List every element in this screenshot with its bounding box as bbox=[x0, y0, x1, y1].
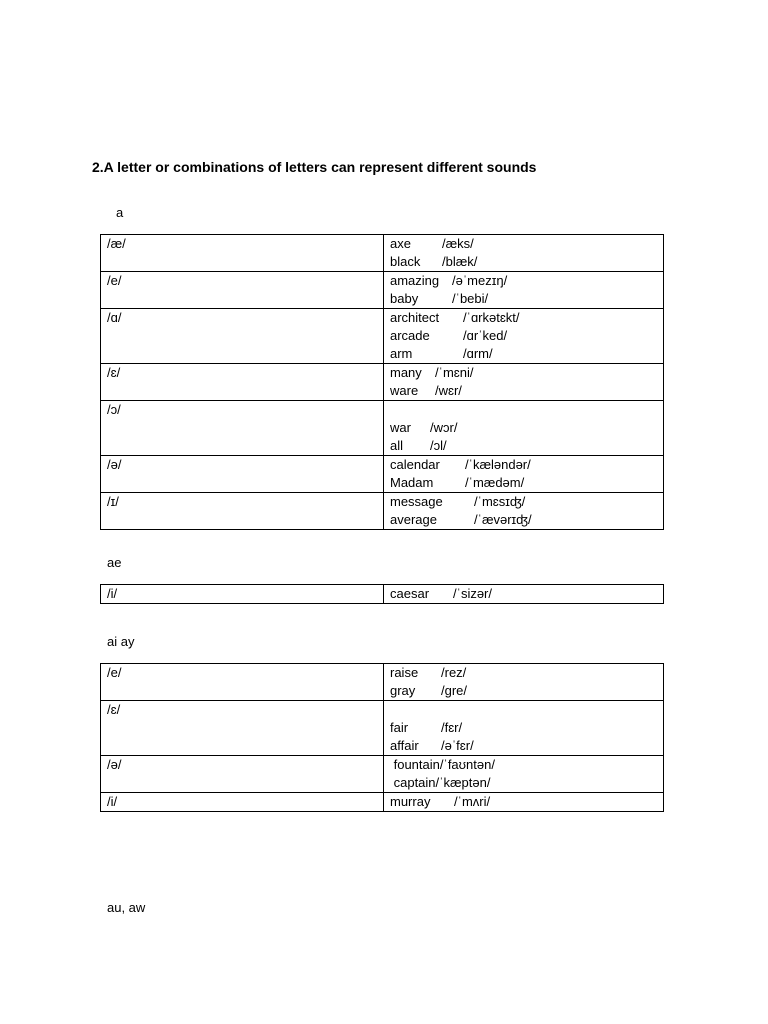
ipa-transcription: /blæk/ bbox=[442, 254, 478, 269]
example-word: axe bbox=[390, 236, 411, 251]
sound-symbol: /æ/ bbox=[101, 235, 384, 272]
table-row bbox=[101, 701, 664, 756]
example-word: arm bbox=[390, 346, 413, 361]
example-word: calendar bbox=[390, 457, 440, 472]
sound-symbol: /e/ bbox=[101, 664, 384, 701]
example-line bbox=[390, 719, 657, 737]
example-line bbox=[390, 401, 657, 419]
table-row bbox=[101, 272, 664, 309]
table-row bbox=[101, 793, 664, 812]
phonics-table bbox=[100, 234, 664, 530]
example-line bbox=[390, 345, 657, 363]
ipa-transcription: /əˈfɛr/ bbox=[441, 738, 474, 753]
ipa-transcription: /ˈɑrkətɛkt/ bbox=[463, 310, 520, 325]
example-word: murray bbox=[390, 794, 431, 809]
example-line bbox=[390, 437, 657, 455]
example-words bbox=[384, 235, 664, 272]
example-line bbox=[390, 327, 657, 345]
example-word: baby bbox=[390, 291, 419, 306]
example-words bbox=[384, 664, 664, 701]
example-line bbox=[390, 682, 657, 700]
example-words bbox=[384, 309, 664, 364]
example-word: average bbox=[390, 512, 437, 527]
sound-symbol: /ə/ bbox=[101, 756, 384, 793]
ipa-transcription bbox=[430, 402, 434, 417]
example-line bbox=[390, 756, 657, 774]
ipa-transcription: /əˈmezɪŋ/ bbox=[452, 273, 508, 288]
table-row bbox=[101, 401, 664, 456]
example-word: architect bbox=[390, 310, 440, 325]
sound-symbol: /e/ bbox=[101, 272, 384, 309]
example-line bbox=[390, 309, 657, 327]
example-line bbox=[390, 272, 657, 290]
example-words bbox=[384, 456, 664, 493]
example-words bbox=[384, 701, 664, 756]
example-words bbox=[384, 756, 664, 793]
section-label: a bbox=[116, 205, 124, 220]
ipa-transcription: /wɔr/ bbox=[430, 420, 458, 435]
sound-symbol: /ɔ/ bbox=[101, 401, 384, 456]
section-label: ae bbox=[107, 555, 122, 570]
example-word: affair bbox=[390, 738, 419, 753]
ipa-transcription: /ˈævərɪʤ/ bbox=[474, 512, 532, 527]
example-line bbox=[390, 511, 657, 529]
sound-symbol: /ɛ/ bbox=[101, 364, 384, 401]
example-word: caesar bbox=[390, 586, 430, 601]
example-word: amazing bbox=[390, 273, 440, 288]
ipa-transcription: /ˈmɛsɪʤ/ bbox=[474, 494, 526, 509]
ipa-transcription: /ˈmædəm/ bbox=[465, 475, 525, 490]
sound-symbol: /ɛ/ bbox=[101, 701, 384, 756]
example-word: fountain bbox=[390, 757, 440, 772]
example-line bbox=[390, 456, 657, 474]
ipa-transcription bbox=[441, 702, 445, 717]
example-line bbox=[390, 253, 657, 271]
example-line bbox=[390, 493, 657, 511]
sound-symbol: /i/ bbox=[101, 793, 384, 812]
phonics-table bbox=[100, 663, 664, 812]
table-row bbox=[101, 493, 664, 530]
example-word: captain bbox=[390, 775, 436, 790]
table-row bbox=[101, 364, 664, 401]
example-words bbox=[384, 272, 664, 309]
ipa-transcription: /ˈfaʊntən/ bbox=[439, 757, 495, 772]
example-line bbox=[390, 585, 657, 603]
table-row bbox=[101, 456, 664, 493]
ipa-transcription: /fɛr/ bbox=[441, 720, 463, 735]
example-words bbox=[384, 364, 664, 401]
table-row bbox=[101, 756, 664, 793]
ipa-transcription: /ˈkæptən/ bbox=[435, 775, 491, 790]
table-row bbox=[101, 585, 664, 604]
example-line bbox=[390, 737, 657, 755]
example-word: many bbox=[390, 365, 422, 380]
sound-symbol: /ə/ bbox=[101, 456, 384, 493]
phonics-table bbox=[100, 584, 664, 604]
example-line bbox=[390, 701, 657, 719]
example-word: black bbox=[390, 254, 421, 269]
ipa-transcription: /ɑrm/ bbox=[463, 346, 493, 361]
sound-symbol: /ɑ/ bbox=[101, 309, 384, 364]
example-word: ware bbox=[390, 383, 419, 398]
sound-symbol: /ɪ/ bbox=[101, 493, 384, 530]
section-label: ai ay bbox=[107, 634, 135, 649]
ipa-transcription: /ɔl/ bbox=[430, 438, 447, 453]
example-word: raise bbox=[390, 665, 419, 680]
example-words bbox=[384, 493, 664, 530]
example-line bbox=[390, 793, 657, 811]
page-heading: 2.A letter or combinations of letters can represent different sounds bbox=[92, 159, 537, 175]
ipa-transcription: /ˈsizər/ bbox=[453, 586, 492, 601]
example-line bbox=[390, 235, 657, 253]
example-words bbox=[384, 401, 664, 456]
example-word: Madam bbox=[390, 475, 434, 490]
example-words bbox=[384, 793, 664, 812]
example-word: war bbox=[390, 420, 411, 435]
section-label: au, aw bbox=[107, 900, 146, 915]
ipa-transcription: /ˈmʌri/ bbox=[454, 794, 491, 809]
example-word: arcade bbox=[390, 328, 430, 343]
table-row bbox=[101, 664, 664, 701]
example-words bbox=[384, 585, 664, 604]
ipa-transcription: /gre/ bbox=[441, 683, 468, 698]
example-line bbox=[390, 774, 657, 792]
example-word: message bbox=[390, 494, 443, 509]
example-line bbox=[390, 382, 657, 400]
example-line bbox=[390, 364, 657, 382]
sound-symbol: /i/ bbox=[101, 585, 384, 604]
ipa-transcription: /rez/ bbox=[441, 665, 467, 680]
table-row bbox=[101, 309, 664, 364]
example-line bbox=[390, 664, 657, 682]
example-line bbox=[390, 419, 657, 437]
ipa-transcription: /ˈmɛni/ bbox=[435, 365, 474, 380]
example-line bbox=[390, 290, 657, 308]
ipa-transcription: /wɛr/ bbox=[435, 383, 462, 398]
ipa-transcription: /ˈkæləndər/ bbox=[465, 457, 531, 472]
example-word: gray bbox=[390, 683, 416, 698]
example-line bbox=[390, 474, 657, 492]
table-row bbox=[101, 235, 664, 272]
example-word: fair bbox=[390, 720, 409, 735]
ipa-transcription: /æks/ bbox=[442, 236, 474, 251]
example-word: all bbox=[390, 438, 404, 453]
ipa-transcription: /ɑrˈked/ bbox=[463, 328, 508, 343]
ipa-transcription: /ˈbebi/ bbox=[452, 291, 489, 306]
